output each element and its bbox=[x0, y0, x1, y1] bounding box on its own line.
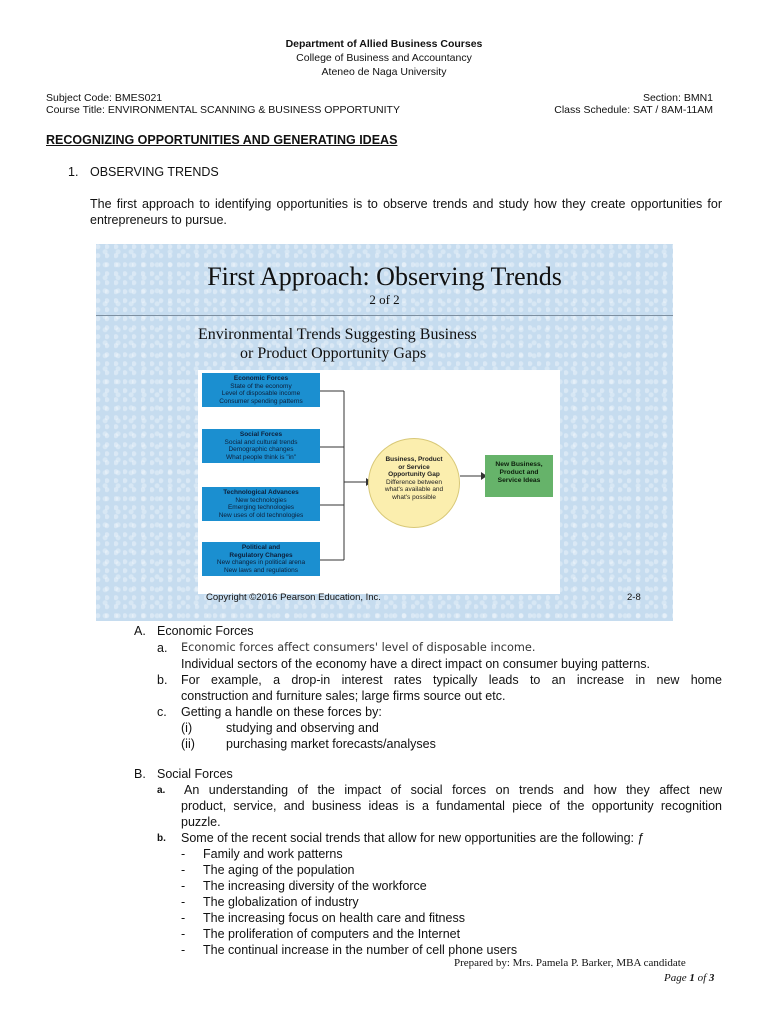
list-bullet: - bbox=[181, 879, 186, 893]
force-line: Level of disposable income bbox=[221, 390, 301, 398]
college-name: College of Business and Accountancy bbox=[296, 52, 472, 64]
trends-diagram bbox=[198, 370, 560, 594]
section-a-label: A. bbox=[134, 624, 146, 638]
social-forces-box bbox=[202, 429, 320, 463]
outcome-line: Product and bbox=[499, 469, 539, 476]
slide-heading-line1: Environmental Trends Suggesting Business bbox=[198, 326, 477, 343]
economic-c-i: studying and observing and bbox=[226, 721, 379, 735]
page-indicator bbox=[664, 972, 714, 984]
opportunity-gap-oval bbox=[368, 438, 460, 528]
social-a-line2: product, service, and business ideas is a fundamental piece of the opportunity recognition bbox=[181, 799, 722, 813]
economic-b-line2: construction and furniture sales; large firms source out etc. bbox=[181, 689, 506, 703]
force-head: Economic Forces bbox=[233, 375, 289, 382]
item-label: b. bbox=[157, 673, 168, 687]
political-regulatory-box bbox=[202, 542, 320, 576]
outcome-line: New Business, bbox=[495, 461, 543, 468]
economic-c-ii: purchasing market forecasts/analyses bbox=[226, 737, 436, 751]
section-label: Section: BMN1 bbox=[642, 92, 713, 104]
economic-a-line1: Economic forces affect consumers' level of disposable income. bbox=[181, 641, 536, 654]
university-name: Ateneo de Naga University bbox=[321, 66, 447, 78]
list-item: The increasing diversity of the workforce bbox=[203, 879, 427, 893]
list-bullet: - bbox=[181, 943, 186, 957]
list-item: The increasing focus on health care and fitness bbox=[203, 911, 465, 925]
force-head: Regulatory Changes bbox=[229, 551, 293, 559]
social-a-line3: puzzle. bbox=[181, 815, 221, 829]
section-b-heading: Social Forces bbox=[157, 767, 233, 781]
section-number: 1. bbox=[68, 165, 79, 179]
slide-subtitle: 2 of 2 bbox=[369, 292, 400, 307]
list-bullet: - bbox=[181, 895, 186, 909]
slide-divider bbox=[96, 315, 673, 316]
force-line: State of the economy bbox=[230, 382, 292, 390]
page-of: of bbox=[697, 972, 707, 984]
list-item: Family and work patterns bbox=[203, 847, 343, 861]
list-item: The proliferation of computers and the Internet bbox=[203, 927, 461, 941]
force-line: What people think is "in" bbox=[225, 453, 296, 461]
sub-item-label: (i) bbox=[181, 721, 193, 735]
social-a-line1: An understanding of the impact of social forces on trends and how they affect new bbox=[184, 783, 722, 797]
intro-paragraph: The first approach to identifying opportunities is to observe trends and study how they create opportunities for entrepreneurs to pursue. bbox=[90, 197, 722, 227]
economic-b-line1: For example, a drop-in interest rates typically leads to an increase in new home bbox=[181, 673, 722, 687]
document-title: RECOGNIZING OPPORTUNITIES AND GENERATING IDEAS bbox=[46, 133, 398, 147]
force-line: New laws and regulations bbox=[223, 566, 299, 574]
item-label: b. bbox=[157, 833, 166, 844]
list-bullet: - bbox=[181, 927, 186, 941]
page-prefix: Page bbox=[664, 972, 687, 984]
force-line: Emerging technologies bbox=[227, 504, 295, 512]
slide-title: First Approach: Observing Trends bbox=[207, 262, 562, 291]
department-name: Department of Allied Business Courses bbox=[285, 38, 483, 50]
force-line: Demographic changes bbox=[228, 446, 294, 454]
force-line: New changes in political arena bbox=[216, 559, 306, 567]
list-item: The aging of the population bbox=[203, 863, 355, 877]
slide-heading bbox=[198, 325, 477, 363]
new-ideas-box bbox=[485, 455, 553, 497]
section-b-label: B. bbox=[134, 767, 146, 781]
slide-image bbox=[96, 244, 673, 621]
force-line: New technologies bbox=[235, 496, 287, 504]
oval-head: Opportunity Gap bbox=[388, 471, 440, 479]
sub-item-label: (ii) bbox=[181, 737, 195, 751]
force-head: Political and bbox=[241, 544, 281, 551]
force-line: New uses of old technologies bbox=[218, 511, 304, 519]
force-line: Social and cultural trends bbox=[224, 438, 298, 446]
outcome-line: Service Ideas bbox=[497, 477, 541, 484]
class-schedule: Class Schedule: SAT / 8AM-11AM bbox=[554, 104, 713, 116]
social-b-line1: Some of the recent social trends that allow for new opportunities are the following: ƒ bbox=[181, 831, 645, 845]
technological-advances-box bbox=[202, 487, 320, 521]
item-label: a. bbox=[157, 641, 168, 655]
oval-line: what's possible bbox=[392, 493, 436, 501]
section-title: OBSERVING TRENDS bbox=[90, 165, 219, 179]
list-bullet: - bbox=[181, 911, 186, 925]
oval-line: Difference between bbox=[386, 478, 442, 486]
oval-head: Business, Product bbox=[385, 456, 443, 463]
economic-c-line1: Getting a handle on these forces by: bbox=[181, 705, 382, 719]
oval-line: what's available and bbox=[384, 486, 444, 494]
economic-a-line2: Individual sectors of the economy have a direct impact on consumer buying patterns. bbox=[181, 657, 651, 671]
item-label: a. bbox=[157, 785, 166, 796]
economic-forces-box bbox=[202, 373, 320, 407]
slide-copyright: Copyright ©2016 Pearson Education, Inc. bbox=[206, 592, 381, 603]
prepared-by: Prepared by: Mrs. Pamela P. Barker, MBA candidate bbox=[454, 957, 686, 969]
oval-head: or Service bbox=[398, 463, 430, 471]
force-head: Social Forces bbox=[239, 431, 283, 438]
course-title: Course Title: ENVIRONMENTAL SCANNING & BUSINESS OPPORTUNITY bbox=[46, 104, 400, 116]
item-label: c. bbox=[157, 705, 167, 719]
section-heading bbox=[68, 165, 219, 179]
list-bullet: - bbox=[181, 847, 186, 861]
force-line: Consumer spending patterns bbox=[219, 397, 303, 405]
page-total: 3 bbox=[708, 972, 715, 984]
list-item: The globalization of industry bbox=[203, 895, 359, 909]
list-bullet: - bbox=[181, 863, 186, 877]
slide-number: 2-8 bbox=[627, 592, 641, 603]
subject-code: Subject Code: BMES021 bbox=[46, 92, 163, 104]
force-head: Technological Advances bbox=[223, 489, 299, 496]
section-a-heading: Economic Forces bbox=[157, 624, 254, 638]
page-number: 1 bbox=[689, 972, 695, 984]
slide-heading-line2: or Product Opportunity Gaps bbox=[240, 345, 427, 362]
list-item: The continual increase in the number of cell phone users bbox=[203, 943, 518, 957]
